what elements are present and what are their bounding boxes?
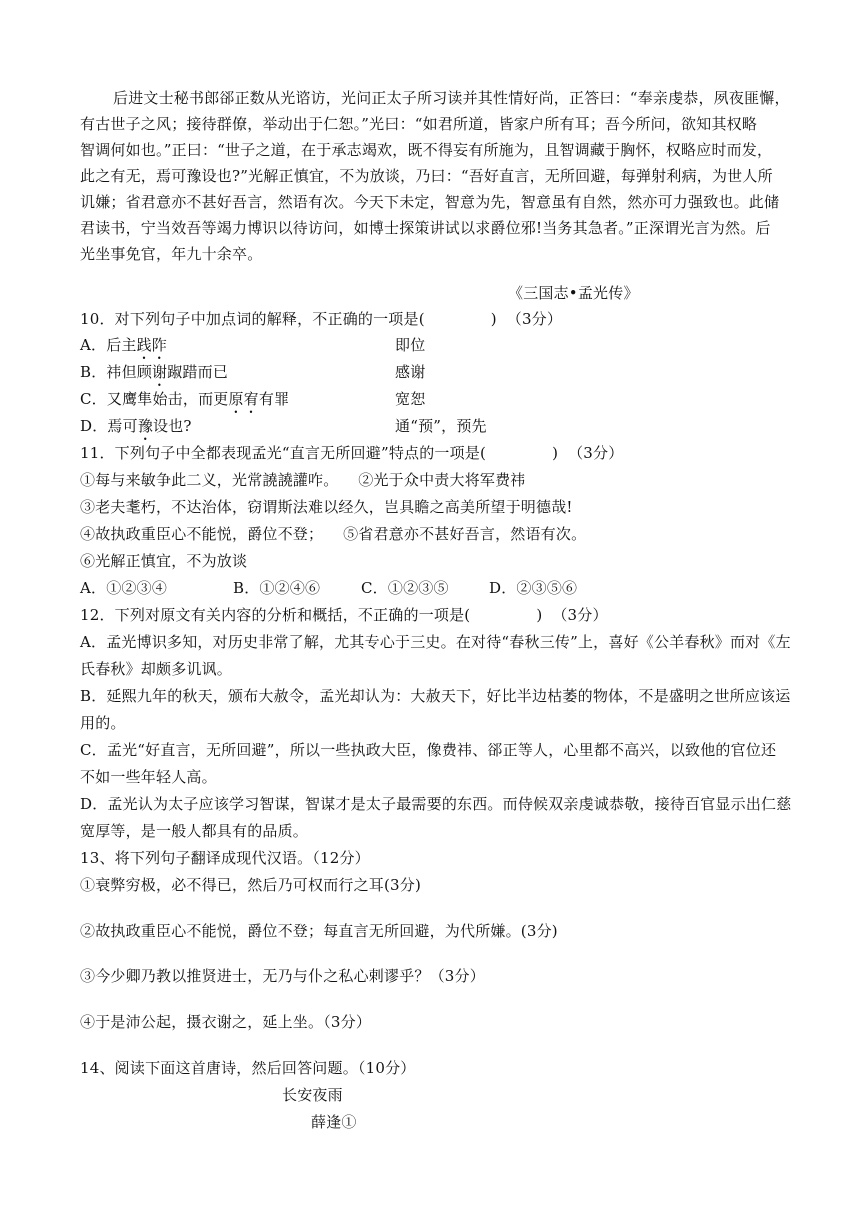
dotted-word: 豫	[137, 417, 154, 435]
q11-item: ⑥光解正慎宜，不为放谈	[80, 552, 248, 570]
q11-item: ①每与来敏争此二义，光常譊譊讙咋。 ②光于众中责大将军费祎	[80, 471, 526, 489]
q10-stem-points: ) （3分）	[490, 310, 563, 328]
passage-line: 光坐事免官，年九十余卒。	[80, 245, 263, 263]
poem-author: 薛逢①	[311, 1113, 357, 1131]
q12-option-line: 氏春秋》却颇多讥讽。	[80, 660, 233, 678]
q12-option-line: D．孟光认为太子应该学习智谋，智谋才是太子最需要的东西。而侍候双亲虔诚恭敬，接待百官显示出仁慈	[80, 795, 792, 813]
q10-option-a: A．后主践阼	[80, 336, 168, 354]
q10-option-c: C．又鹰隼始击，而更原宥有罪	[80, 390, 290, 408]
passage-line: 此之有无，焉可豫设也?”光解正慎宜，不为放谈，乃曰：“吾好直言，无所回避，每弹射利病，为世人所	[80, 167, 773, 185]
passage-line: 有古世子之风；接待群僚，举动出于仁恕。”光曰：“如君所道，皆家户所有耳；吾今所问，欲知其权略	[80, 115, 758, 133]
q11-choice-c[interactable]: C．①②③⑤	[361, 579, 449, 597]
passage-source: 《三国志•孟光传》	[508, 284, 639, 302]
q11-stem	[80, 443, 623, 463]
q13-item: ④于是沛公起，摄衣谢之，延上坐。（3分）	[80, 1013, 372, 1031]
q11-item: ③老夫耄朽，不达治体，窃谓斯法难以经久，岂具瞻之高美所望于明德哉!	[80, 498, 573, 516]
q10-stem-text: 10．对下列句子中加点词的解释，不正确的一项是(	[80, 310, 425, 328]
q12-option-line: 宽厚等，是一般人都具有的品质。	[80, 822, 309, 840]
q10-option-d: D．焉可豫设也?	[80, 417, 192, 435]
q10-option-b: B．祎但顾谢踧踖而已	[80, 363, 229, 381]
q10-stem	[80, 309, 562, 329]
passage-line: 后进文士秘书郎郤正数从光谘访，光问正太子所习读并其性情好尚，正答曰：“奉亲虔恭，夙夜匪懈，	[113, 89, 790, 107]
q13-item: ③今少卿乃教以推贤进士，无乃与仆之私心剌谬乎？（3分）	[80, 967, 485, 985]
dotted-word: 谢	[152, 363, 168, 381]
q10-gloss-b: 感谢	[395, 363, 426, 381]
q11-stem-points: ) （3分）	[552, 444, 624, 462]
q12-option-line: B．延熙九年的秋天，颁布大赦令，孟光却认为：大赦天下，好比半边枯萎的物体，不是盛明之世所应该运	[80, 687, 791, 705]
q11-choices	[80, 578, 577, 598]
q10-gloss-a: 即位	[395, 336, 426, 354]
q11-choice-a[interactable]: A．①②③④	[80, 579, 168, 597]
poem-title: 长安夜雨	[282, 1086, 343, 1104]
passage-line: 智调何如也。”正曰：“世子之道，在于承志竭欢，既不得妄有所施为，且智调藏于胸怀，权略应时而发，	[80, 141, 773, 159]
q12-stem-text: 12．下列对原文有关内容的分析和概括，不正确的一项是(	[80, 606, 471, 624]
q11-stem-text: 11．下列句子中全都表现孟光“直言无所回避”特点的一项是(	[80, 444, 487, 462]
q13-item: ①衰弊穷极，必不得已，然后乃可权而行之耳(3分)	[80, 876, 422, 894]
q12-option-line: 不如一些年轻人高。	[80, 768, 217, 786]
q11-item: ④故执政重臣心不能悦，爵位不登； ⑤省君意亦不甚好吾言，然语有次。	[80, 525, 587, 543]
q12-stem	[80, 605, 608, 625]
dotted-word: 原宥	[228, 390, 259, 408]
dotted-word: 践阼	[136, 336, 168, 354]
q13-item: ②故执政重臣心不能悦，爵位不登；每直言无所回避，为代所嫌。(3分)	[80, 922, 558, 940]
passage-line: 君读书，宁当效吾等竭力博识以待访问，如博士探策讲试以求爵位邪!当务其急者。”正深谓光言为然。后	[80, 219, 771, 237]
q11-choice-b[interactable]: B．①②④⑥	[233, 579, 321, 597]
passage-line: 讥嫌；省君意亦不甚好吾言，然语有次。今天下未定，智意为先，智意虽有自然，然亦可力强致也。此储	[80, 193, 780, 211]
q12-option-line: C．孟光“好直言，无所回避”，所以一些执政大臣，像费祎、郤正等人，心里都不高兴，以致他的官位还	[80, 741, 777, 759]
q13-stem: 13、将下列句子翻译成现代汉语。（12分）	[80, 849, 370, 867]
q12-option-line: 用的。	[80, 714, 126, 732]
q10-gloss-d: 通“预”，预先	[395, 417, 487, 435]
q12-option-line: A．孟光博识多知，对历史非常了解，尤其专心于三史。在对待“春秋三传”上，喜好《公羊春秋》而对《左	[80, 633, 791, 651]
q12-stem-points: ) （3分）	[536, 606, 608, 624]
q11-choice-d[interactable]: D．②③⑤⑥	[489, 579, 578, 597]
q10-gloss-c: 宽恕	[395, 390, 426, 408]
q14-stem: 14、阅读下面这首唐诗，然后回答问题。（10分）	[80, 1059, 416, 1077]
